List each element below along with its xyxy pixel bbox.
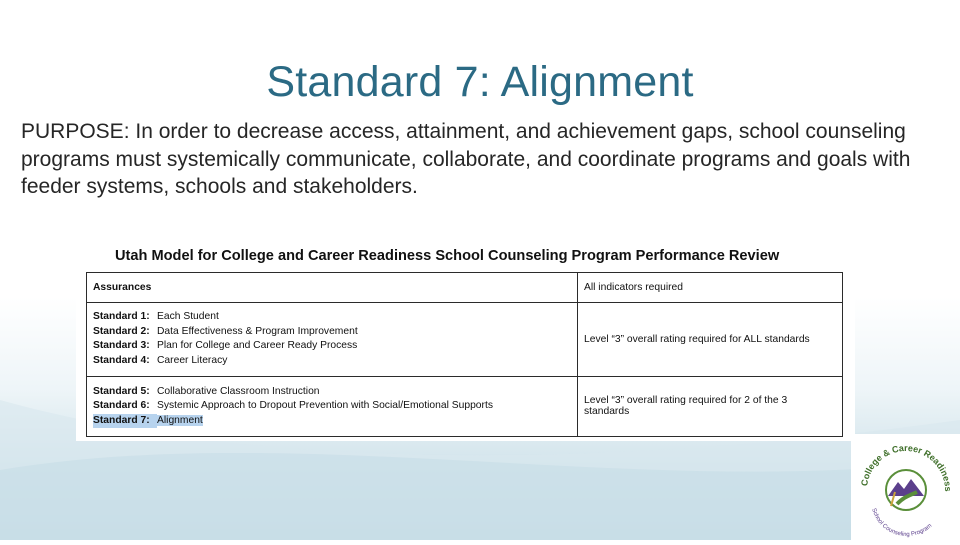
standard-row bbox=[93, 339, 571, 354]
standard-label: Standard 2: bbox=[93, 325, 150, 337]
standards-5-7-cell bbox=[87, 376, 578, 436]
standard-label: Standard 7: bbox=[93, 414, 157, 429]
standard-name: Data Effectiveness & Program Improvement bbox=[157, 325, 358, 337]
purpose-text: PURPOSE: In order to decrease access, attainment, and achievement gaps, school counseling programs must systemically communicate, collaborate, and coordinate programs and goals with feeder systems, schools and stakeholders. bbox=[21, 120, 911, 198]
standard-row bbox=[93, 310, 571, 325]
svg-text:School Counseling Program bbox=[870, 508, 933, 538]
indicators-header: All indicators required bbox=[578, 273, 843, 303]
standard-name: Plan for College and Career Ready Process bbox=[157, 340, 358, 352]
requirement-two-of-three-cell bbox=[578, 376, 843, 436]
standard-label: Standard 1: bbox=[93, 311, 150, 323]
standard-label: Standard 5: bbox=[93, 385, 150, 397]
standard-row bbox=[93, 399, 571, 414]
standard-name: Each Student bbox=[157, 311, 219, 323]
standards-1-4-cell bbox=[87, 302, 578, 376]
standard-row-highlighted bbox=[93, 414, 571, 429]
requirement-all-cell: Level “3” overall rating required for ALL standards bbox=[578, 302, 843, 376]
performance-review-figure bbox=[76, 241, 855, 441]
standard-row bbox=[93, 354, 571, 369]
slide-title: Standard 7: Alignment bbox=[266, 58, 694, 106]
table-row bbox=[87, 376, 843, 436]
standard-label: Standard 3: bbox=[93, 340, 150, 352]
requirement-line: standards bbox=[584, 406, 630, 418]
standard-name: Systemic Approach to Dropout Prevention with Social/Emotional Supports bbox=[157, 400, 493, 412]
figure-title: Utah Model for College and Career Readiness School Counseling Program Performance Review bbox=[115, 248, 780, 264]
requirement-line: Level “3” overall rating required for 2 of the 3 bbox=[584, 395, 788, 407]
standard-name: Alignment bbox=[157, 414, 203, 426]
standard-label: Standard 6: bbox=[93, 400, 150, 412]
table-header-row bbox=[87, 273, 843, 303]
standard-name: Collaborative Classroom Instruction bbox=[157, 385, 320, 397]
mountain-road-seal-icon bbox=[851, 434, 960, 540]
standard-row bbox=[93, 325, 571, 340]
standard-row bbox=[93, 385, 571, 400]
college-career-readiness-logo bbox=[851, 434, 960, 540]
table-row bbox=[87, 302, 843, 376]
standard-label: Standard 4: bbox=[93, 354, 150, 366]
assurances-header: Assurances bbox=[87, 273, 578, 303]
performance-review-table bbox=[86, 272, 843, 437]
logo-bottom-text: School Counseling Program bbox=[870, 507, 934, 539]
logo-top-text: College & Career Readiness bbox=[859, 442, 954, 492]
standard-name: Career Literacy bbox=[157, 354, 228, 366]
